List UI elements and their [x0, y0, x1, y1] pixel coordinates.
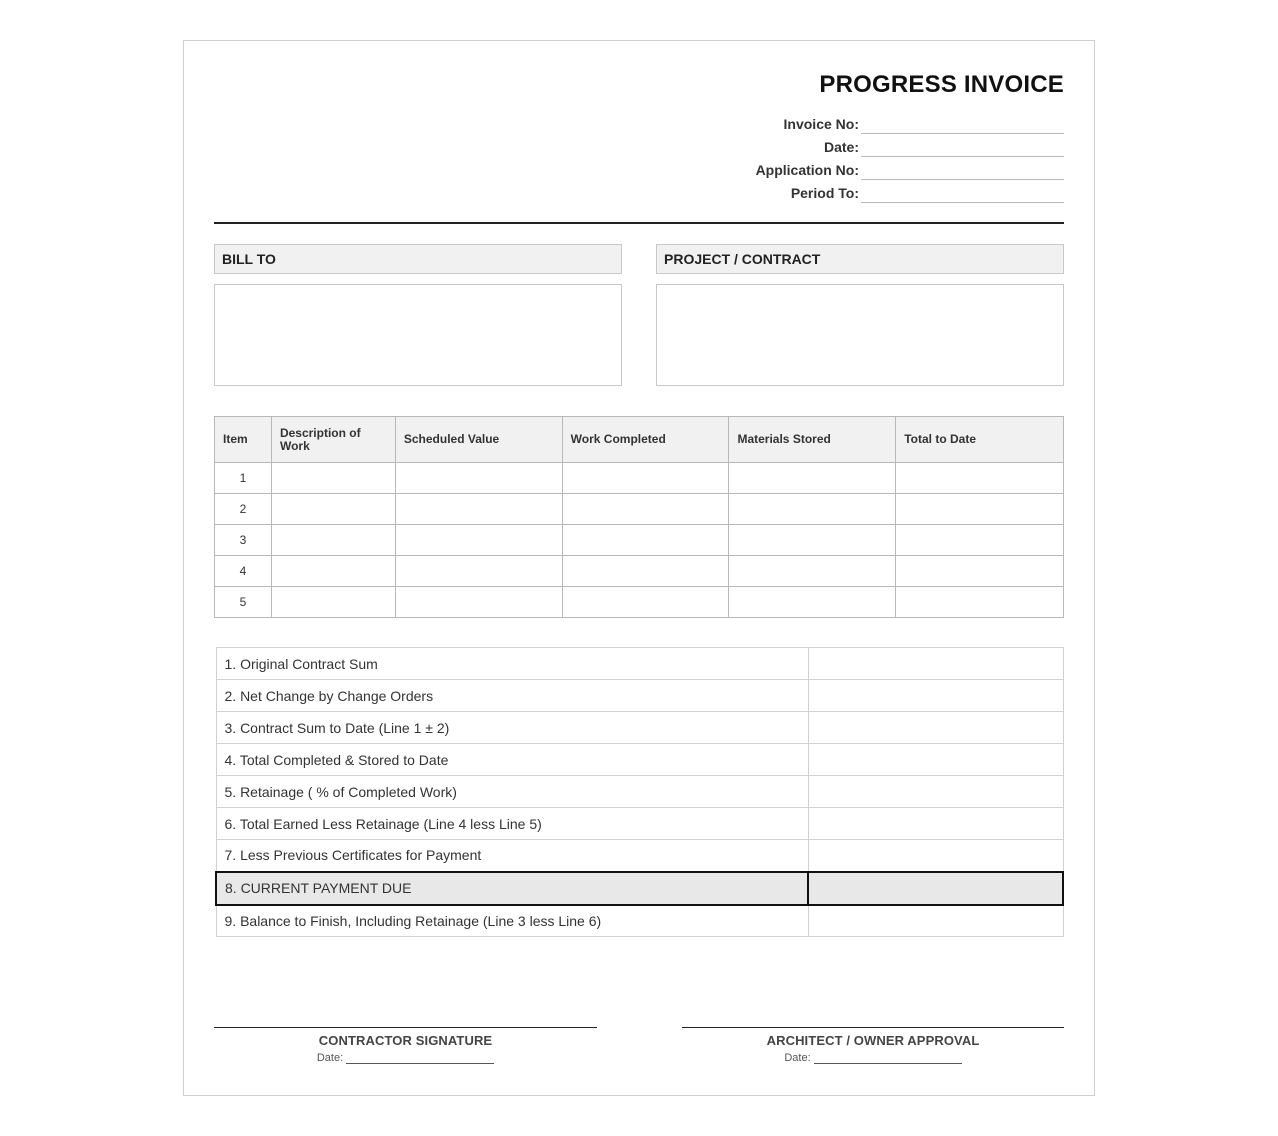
application-no-row	[744, 157, 1064, 180]
summary-label: 1. Original Contract Sum	[216, 648, 808, 680]
invoice-no-label: Invoice No:	[783, 116, 859, 132]
current-payment-due-value[interactable]	[808, 872, 1063, 905]
summary-row	[216, 744, 1063, 776]
invoice-no-row	[744, 111, 1064, 134]
contractor-signature-label: CONTRACTOR SIGNATURE	[318, 1033, 493, 1048]
summary-value-cell[interactable]	[808, 776, 1063, 808]
materials-stored-cell[interactable]	[729, 494, 896, 525]
summary-label: 6. Total Earned Less Retainage (Line 4 less Line 5)	[216, 808, 808, 840]
period-to-label: Period To:	[790, 185, 859, 201]
work-table	[214, 416, 1064, 618]
contractor-date-label: Date:	[316, 1052, 344, 1064]
item-number: 4	[215, 556, 272, 587]
summary-row	[216, 808, 1063, 840]
date-field[interactable]	[861, 135, 1064, 157]
total-to-date-cell[interactable]	[896, 463, 1064, 494]
summary-value-cell[interactable]	[808, 840, 1063, 872]
summary-value-cell[interactable]	[808, 712, 1063, 744]
table-row	[215, 525, 1064, 556]
period-to-field[interactable]	[861, 181, 1064, 203]
work-completed-cell[interactable]	[562, 525, 729, 556]
period-to-row	[744, 180, 1064, 203]
invoice-title: PROGRESS INVOICE	[819, 71, 1064, 98]
col-header-work-completed: Work Completed	[562, 417, 729, 463]
date-label: Date:	[823, 139, 859, 155]
invoice-page	[183, 40, 1095, 1096]
summary-row	[216, 776, 1063, 808]
col-header-total-to-date: Total to Date	[896, 417, 1064, 463]
summary-label: 7. Less Previous Certificates for Payment	[216, 840, 808, 872]
contractor-date-field[interactable]	[346, 1054, 494, 1064]
summary-label: 4. Total Completed & Stored to Date	[216, 744, 808, 776]
contractor-date	[214, 1052, 597, 1064]
bill-to-box[interactable]	[214, 284, 622, 386]
summary-row	[216, 680, 1063, 712]
architect-approval-label: ARCHITECT / OWNER APPROVAL	[766, 1033, 980, 1048]
date-row	[744, 134, 1064, 157]
architect-date-label: Date:	[784, 1052, 811, 1064]
invoice-meta	[744, 111, 1064, 203]
contractor-signature-line[interactable]	[214, 1027, 597, 1028]
bill-to-heading: BILL TO	[214, 244, 622, 274]
summary-value-cell[interactable]	[808, 648, 1063, 680]
materials-stored-cell[interactable]	[729, 587, 896, 618]
description-cell[interactable]	[271, 587, 395, 618]
current-payment-due-label: 8. CURRENT PAYMENT DUE	[216, 872, 808, 905]
summary-value-cell[interactable]	[808, 680, 1063, 712]
description-cell[interactable]	[271, 494, 395, 525]
architect-date	[682, 1052, 1064, 1064]
total-to-date-cell[interactable]	[896, 556, 1064, 587]
summary-row	[216, 905, 1063, 937]
item-number: 3	[215, 525, 272, 556]
header-divider	[214, 222, 1064, 224]
materials-stored-cell[interactable]	[729, 556, 896, 587]
work-completed-cell[interactable]	[562, 556, 729, 587]
total-to-date-cell[interactable]	[896, 587, 1064, 618]
total-to-date-cell[interactable]	[896, 525, 1064, 556]
item-number: 2	[215, 494, 272, 525]
current-payment-due-row	[216, 872, 1063, 905]
col-header-materials-stored: Materials Stored	[729, 417, 896, 463]
application-no-label: Application No:	[755, 162, 859, 178]
summary-label: 5. Retainage ( % of Completed Work)	[216, 776, 808, 808]
scheduled-value-cell[interactable]	[395, 556, 562, 587]
item-number: 5	[215, 587, 272, 618]
description-cell[interactable]	[271, 556, 395, 587]
col-header-scheduled-value: Scheduled Value	[395, 417, 562, 463]
work-completed-cell[interactable]	[562, 463, 729, 494]
work-table-header	[215, 417, 1064, 463]
summary-label: 2. Net Change by Change Orders	[216, 680, 808, 712]
summary-row	[216, 840, 1063, 872]
architect-date-field[interactable]	[814, 1054, 962, 1064]
summary-row	[216, 648, 1063, 680]
total-to-date-cell[interactable]	[896, 494, 1064, 525]
summary-table	[215, 647, 1064, 937]
summary-label: 3. Contract Sum to Date (Line 1 ± 2)	[216, 712, 808, 744]
table-row	[215, 587, 1064, 618]
summary-value-cell[interactable]	[808, 808, 1063, 840]
work-completed-cell[interactable]	[562, 587, 729, 618]
summary-row	[216, 712, 1063, 744]
description-cell[interactable]	[271, 463, 395, 494]
scheduled-value-cell[interactable]	[395, 463, 562, 494]
application-no-field[interactable]	[861, 158, 1064, 180]
summary-value-cell[interactable]	[808, 744, 1063, 776]
invoice-no-field[interactable]	[861, 112, 1064, 134]
summary-value-cell[interactable]	[808, 905, 1063, 937]
project-contract-box[interactable]	[656, 284, 1064, 386]
materials-stored-cell[interactable]	[729, 463, 896, 494]
architect-approval-block	[682, 1027, 1064, 1064]
item-number: 1	[215, 463, 272, 494]
architect-signature-line[interactable]	[682, 1027, 1064, 1028]
work-completed-cell[interactable]	[562, 494, 729, 525]
contractor-signature-block	[214, 1027, 597, 1064]
scheduled-value-cell[interactable]	[395, 494, 562, 525]
scheduled-value-cell[interactable]	[395, 525, 562, 556]
table-row	[215, 463, 1064, 494]
table-row	[215, 556, 1064, 587]
table-row	[215, 494, 1064, 525]
project-contract-heading: PROJECT / CONTRACT	[656, 244, 1064, 274]
col-header-item: Item	[215, 417, 272, 463]
summary-label: 9. Balance to Finish, Including Retainage (Line 3 less Line 6)	[216, 905, 808, 937]
materials-stored-cell[interactable]	[729, 525, 896, 556]
scheduled-value-cell[interactable]	[395, 587, 562, 618]
description-cell[interactable]	[271, 525, 395, 556]
col-header-description: Description of Work	[271, 417, 395, 463]
